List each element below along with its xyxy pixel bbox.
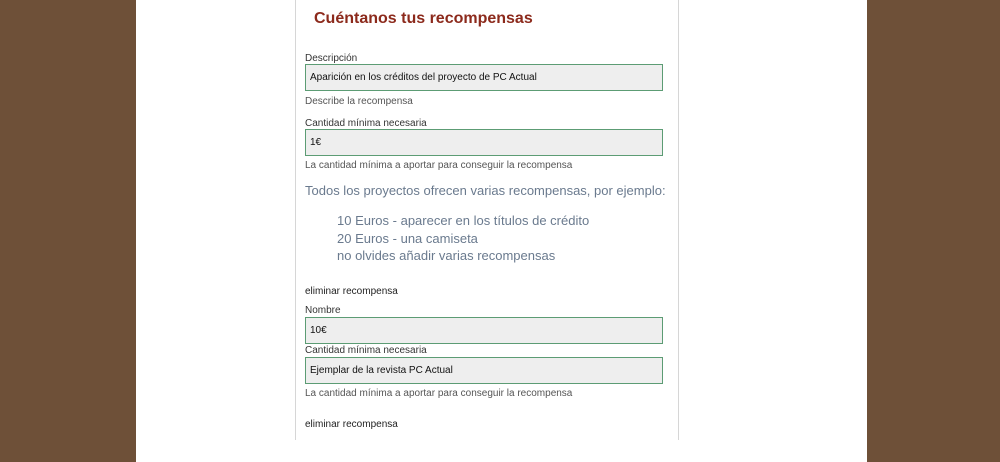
min-amount-label: Cantidad mínima necesaria xyxy=(305,118,427,129)
description-label: Descripción xyxy=(305,53,358,64)
rewards-examples-list xyxy=(337,212,589,265)
name-input[interactable]: 10€ xyxy=(305,317,663,344)
rewards-info-intro: Todos los proyectos ofrecen varias recompensas, por ejemplo: xyxy=(305,183,666,198)
rewards-example-item: 10 Euros - aparecer en los títulos de crédito xyxy=(337,213,590,228)
description-input[interactable]: Aparición en los créditos del proyecto de PC Actual xyxy=(305,64,663,91)
min-amount-input-2[interactable]: Ejemplar de la revista PC Actual xyxy=(305,357,663,384)
name-label: Nombre xyxy=(305,305,341,316)
min-amount-input[interactable]: 1€ xyxy=(305,129,663,156)
section-title: Cuéntanos tus recompensas xyxy=(314,10,533,27)
remove-reward-link[interactable]: eliminar recompensa xyxy=(305,286,398,297)
min-amount-hint: La cantidad mínima a aportar para conseguir la recompensa xyxy=(305,160,573,171)
min-amount-label-2: Cantidad mínima necesaria xyxy=(305,345,427,356)
rewards-example-item: no olvides añadir varias recompensas xyxy=(337,248,556,263)
rewards-form-panel xyxy=(295,0,679,440)
remove-reward-link-2[interactable]: eliminar recompensa xyxy=(305,419,398,430)
rewards-example-item: 20 Euros - una camiseta xyxy=(337,230,478,246)
min-amount-hint-2: La cantidad mínima a aportar para conseguir la recompensa xyxy=(305,388,573,399)
description-hint: Describe la recompensa xyxy=(305,96,413,107)
